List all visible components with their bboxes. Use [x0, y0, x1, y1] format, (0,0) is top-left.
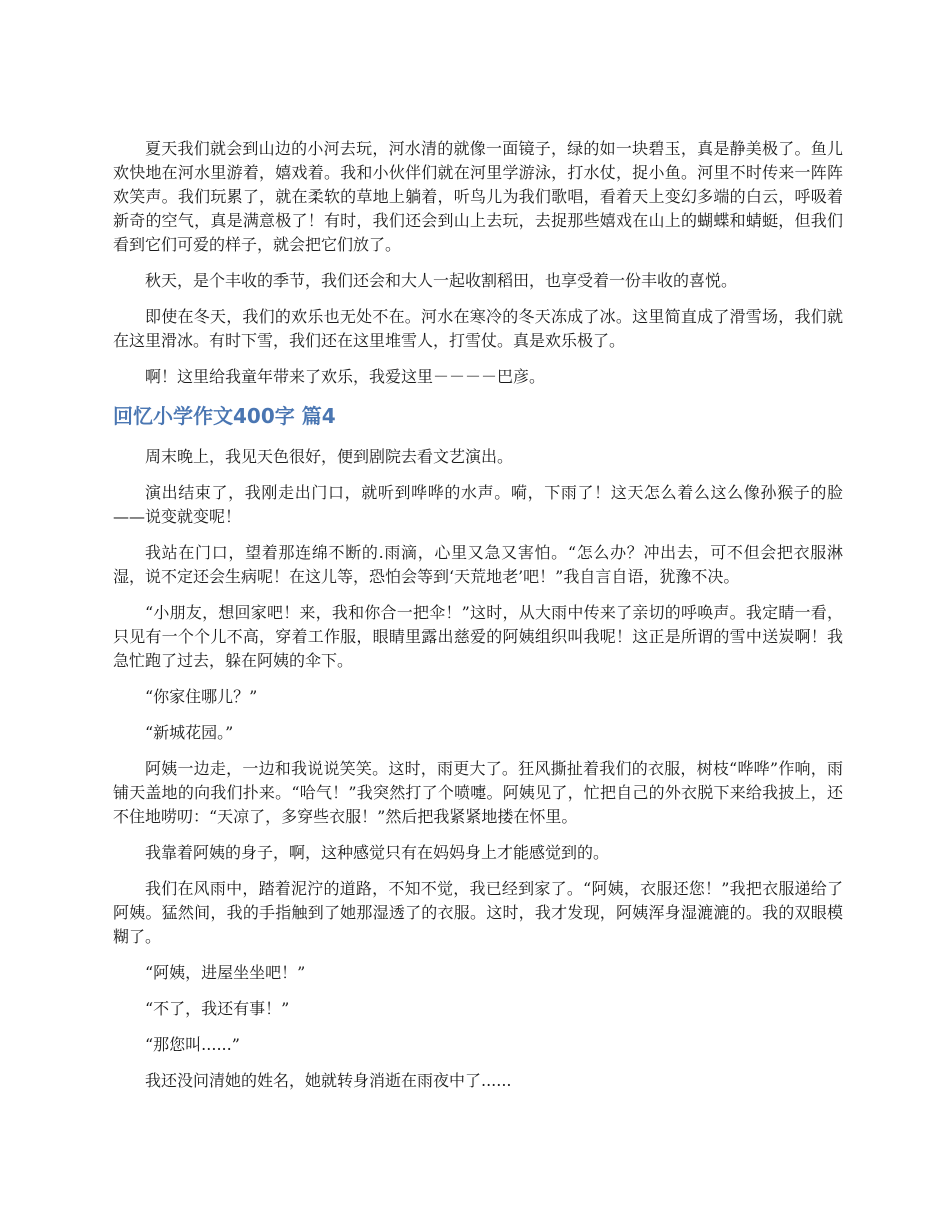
- paragraph: 阿姨一边走，一边和我说说笑笑。这时，雨更大了。狂风撕扯着我们的衣服，树枝“哗哗”作响，雨铺天盖地的向我们扑来。“哈气！”我突然打了个喷嚏。阿姨见了，忙把自己的外衣脱下来给我披上，还不住地唠叨：“天凉了，多穿些衣服！”然后把我紧紧地搂在怀里。: [113, 759, 843, 826]
- paragraph: “不了，我还有事！”: [145, 999, 290, 1018]
- paragraph: 秋天，是个丰收的季节，我们还会和大人一起收割稻田，也享受着一份丰收的喜悦。: [145, 271, 738, 290]
- paragraph: “那您叫......”: [145, 1035, 240, 1054]
- paragraph: 演出结束了，我刚走出门口，就听到哗哗的水声。嗬，下雨了！这天怎么着么这么像孙猴子的脸——说变就变呢！: [113, 483, 843, 526]
- paragraph: “阿姨，进屋坐坐吧！”: [145, 963, 306, 982]
- paragraph: 周末晚上，我见天色很好，便到剧院去看文艺演出。: [145, 447, 514, 466]
- paragraph: 我靠着阿姨的身子，啊，这种感觉只有在妈妈身上才能感觉到的。: [145, 843, 610, 862]
- paragraph: 我们在风雨中，踏着泥泞的道路，不知不觉，我已经到家了。“阿姨，衣服还您！”我把衣服递给了阿姨。猛然间，我的手指触到了她那湿透了的衣服。这时，我才发现，阿姨浑身湿漉漉的。我的双眼模糊了。: [113, 879, 843, 946]
- paragraph: 我还没问清她的姓名，她就转身消逝在雨夜中了......: [145, 1071, 512, 1090]
- paragraph: “新城花园。”: [145, 723, 234, 742]
- paragraph: “你家住哪儿？”: [145, 687, 258, 706]
- paragraph: 啊！这里给我童年带来了欢乐，我爱这里－－－－巴彦。: [145, 367, 546, 386]
- paragraph: 夏天我们就会到山边的小河去玩，河水清的就像一面镜子，绿的如一块碧玉，真是静美极了。鱼儿欢快地在河水里游着，嬉戏着。我和小伙伴们就在河里学游泳，打水仗，捉小鱼。河里不时传来一阵阵欢笑声。我们玩累了，就在柔软的草地上躺着，听鸟儿为我们歌唱，看着天上变幻多端的白云，呼吸着新奇的空气，真是满意极了！有时，我们还会到山上去玩，去捉那些嬉戏在山上的蝴蝶和蜻蜓，但我们看到它们可爱的样子，就会把它们放了。: [113, 139, 843, 254]
- paragraph: 即使在冬天，我们的欢乐也无处不在。河水在寒冷的冬天冻成了冰。这里简直成了滑雪场，我们就在这里滑冰。有时下雪，我们还在这里堆雪人，打雪仗。真是欢乐极了。: [113, 307, 843, 350]
- paragraph: “小朋友，想回家吧！来，我和你合一把伞！”这时，从大雨中传来了亲切的呼唤声。我定睛一看，只见有一个个儿不高，穿着工作服，眼睛里露出慈爱的阿姨组织叫我呢！这正是所谓的雪中送炭啊！我急忙跑了过去，躲在阿姨的伞下。: [113, 603, 843, 670]
- section-heading: 回忆小学作文400字 篇4: [113, 404, 336, 428]
- document-page: [113, 137, 843, 1105]
- paragraph: 我站在门口，望着那连绵不断的.雨滴，心里又急又害怕。“怎么办？冲出去，可不但会把衣服淋湿，说不定还会生病呢！在这儿等，恐怕会等到‘天荒地老’吧！”我自言自语，犹豫不决。: [113, 543, 843, 586]
